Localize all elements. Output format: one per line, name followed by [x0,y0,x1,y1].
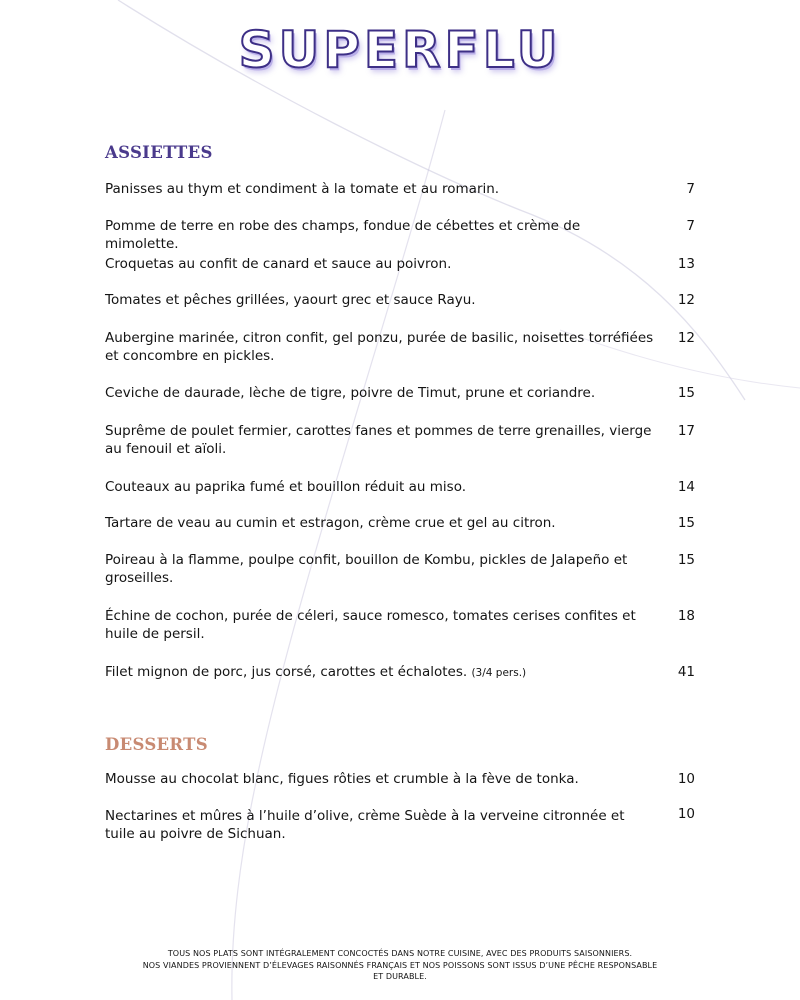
menu-item-name: Ceviche de daurade, lèche de tigre, poivre de Timut, prune et coriandre. [105,385,596,401]
menu-item [105,422,695,458]
menu-item [105,807,695,843]
menu-item [105,180,695,198]
footer-note [0,948,800,983]
menu-item-name-text: Filet mignon de porc, jus corsé, carottes et échalotes. [105,664,468,680]
menu-item [105,663,695,682]
menu-item-price: 7 [686,218,695,234]
brand-name: SUPERFLU [238,21,562,79]
menu-item-name: Mousse au chocolat blanc, figues rôties et crumble à la fève de tonka. [105,771,579,787]
footer-line: ET DURABLE. [373,972,427,981]
menu-item-name: Aubergine marinée, citron confit, gel ponzu, purée de basilic, noisettes torréfiées et concombre en pickles. [105,330,654,364]
menu-item [105,329,695,365]
menu-item [105,255,695,273]
menu-item [105,551,695,587]
menu-item-price: 15 [677,515,695,531]
menu-item-price: 15 [677,552,695,568]
menu-item-price: 14 [677,479,695,495]
menu-item-price: 17 [677,423,695,439]
menu-item-price: 18 [677,608,695,624]
footer-line: NOS VIANDES PROVIENNENT D’ÉLEVAGES RAISONNÉS FRANÇAIS ET NOS POISSONS SONT ISSUS D’UNE PÊCHE RESPONSABLE [142,960,658,970]
menu-item [105,607,695,643]
menu-item-price: 41 [677,664,695,680]
menu-item-portion-note: (3/4 pers.) [471,667,527,679]
menu-item-name: Pomme de terre en robe des champs, fondue de cébettes et crème de mimolette. [105,218,581,252]
menu-item-name: Poireau à la flamme, poulpe confit, bouillon de Kombu, pickles de Jalapeño et groseilles. [105,552,628,586]
menu-item-price: 12 [677,330,695,346]
menu-item-name: Couteaux au paprika fumé et bouillon réduit au miso. [105,479,467,495]
menu-item-name: Croquetas au confit de canard et sauce au poivron. [105,256,452,272]
menu-item [105,770,695,788]
menu-item-price: 13 [677,256,695,272]
section-title-desserts: DESSERTS [105,735,208,754]
menu-item-price: 7 [686,181,695,197]
menu-item [105,291,695,309]
menu-item-name: Panisses au thym et condiment à la tomate et au romarin. [105,181,500,197]
menu-item-price: 15 [677,385,695,401]
footer-line: TOUS NOS PLATS SONT INTÉGRALEMENT CONCOCTÉS DANS NOTRE CUISINE, AVEC DES PRODUITS SAISONNIERS. [167,949,633,958]
menu-item-price: 10 [677,771,695,787]
menu-item-name: Nectarines et mûres à l’huile d’olive, crème Suède à la verveine citronnée et tuile au poivre de Sichuan. [105,808,625,842]
menu-item-name [105,663,655,682]
menu-item-name: Tartare de veau au cumin et estragon, crème crue et gel au citron. [105,515,556,531]
menu-item [105,217,695,253]
menu-item-name: Suprême de poulet fermier, carottes fanes et pommes de terre grenailles, vierge au fenouil et aïoli. [105,423,652,457]
menu-item-name: Échine de cochon, purée de céleri, sauce romesco, tomates cerises confites et huile de persil. [105,608,636,642]
menu-item-price: 12 [677,292,695,308]
menu-item-price: 10 [677,806,695,822]
menu-item [105,478,695,496]
menu-item-name: Tomates et pêches grillées, yaourt grec et sauce Rayu. [105,292,476,308]
section-title-assiettes: ASSIETTES [105,143,213,162]
brand-logo [0,20,800,90]
menu-item [105,514,695,532]
menu-item [105,384,695,402]
